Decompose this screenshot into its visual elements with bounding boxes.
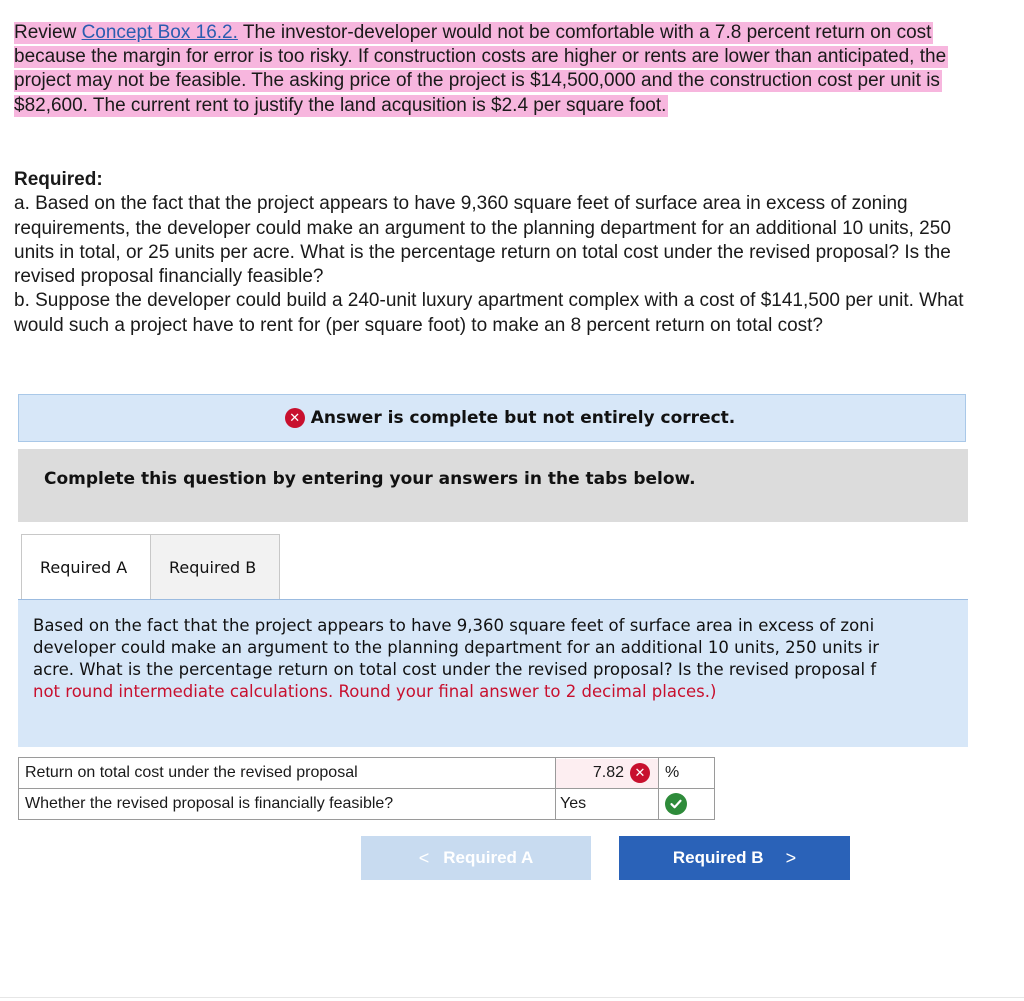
return-on-cost-cell xyxy=(556,758,659,789)
feasibility-label: Whether the revised proposal is financially feasible? xyxy=(19,789,556,820)
instructions-text: Complete this question by entering your answers in the tabs below. xyxy=(44,469,696,489)
feasibility-status-cell xyxy=(659,789,715,820)
return-on-cost-value: 7.82 xyxy=(592,764,624,781)
chevron-right-icon: > xyxy=(785,847,797,868)
intro-review-prefix: Review xyxy=(14,22,82,43)
required-section xyxy=(14,168,964,338)
tab-required-b[interactable]: Required B xyxy=(151,534,280,600)
answer-status-text: Answer is complete but not entirely correct. xyxy=(310,408,736,428)
table-row xyxy=(19,758,715,789)
correct-check-icon xyxy=(665,793,687,815)
next-required-b-button[interactable] xyxy=(619,836,850,880)
incorrect-x-icon: ✕ xyxy=(630,763,650,783)
intro-body: The investor-developer would not be comfortable with a 7.8 percent return on cost because the margin for error is too risky. If construction costs are higher or rents are lower than anticipated, the project may not be feasible. The asking price of the project is $14,500,000 and the construction cost per unit is $82,600. The current rent to justify the land acqusition is $2.4 per square foot. xyxy=(14,22,947,116)
required-heading: Required: xyxy=(14,169,103,190)
percent-unit: % xyxy=(659,758,715,789)
question-panel xyxy=(18,599,968,747)
intro-highlight xyxy=(14,22,948,117)
next-button-label: Required B xyxy=(672,848,764,867)
x-circle-icon: ✕ xyxy=(285,408,305,428)
required-part-b: b. Suppose the developer could build a 240-unit luxury apartment complex with a cost of $141,500 per unit. What would such a project have to rent for (per square foot) to make an 8 percent return on total cost? xyxy=(14,290,964,336)
required-part-a: a. Based on the fact that the project appears to have 9,360 square feet of surface area in excess of zoning requirements, the developer could make an argument to the planning department for an additional 10 units, 250 units in total, or 25 units per acre. What is the percentage return on total cost under the revised proposal? Is the revised proposal financially feasible? xyxy=(14,193,951,288)
prev-button-label: Required A xyxy=(443,848,534,867)
intro-paragraph xyxy=(14,21,954,118)
rounding-instruction: not round intermediate calculations. Round your final answer to 2 decimal places.) xyxy=(33,682,717,701)
concept-box-link[interactable]: Concept Box 16.2. xyxy=(81,22,238,43)
return-on-cost-input[interactable] xyxy=(556,759,658,788)
tab-bar xyxy=(21,534,280,600)
question-line: Based on the fact that the project appears to have 9,360 square feet of surface area in excess of zoni xyxy=(33,616,875,635)
chevron-left-icon: < xyxy=(418,847,430,868)
table-row xyxy=(19,789,715,820)
question-line: acre. What is the percentage return on total cost under the revised proposal? Is the revised proposal f xyxy=(33,660,877,679)
feasibility-value: Yes xyxy=(560,795,587,812)
bottom-divider xyxy=(0,997,1024,998)
question-text xyxy=(33,615,968,703)
question-line: developer could make an argument to the planning department for an additional 10 units, 250 units ir xyxy=(33,638,880,657)
answer-table xyxy=(18,757,715,820)
feasibility-cell xyxy=(556,789,659,820)
feasibility-select[interactable] xyxy=(556,790,658,819)
tab-required-a[interactable]: Required A xyxy=(21,534,151,600)
instructions-box xyxy=(18,449,968,522)
prev-required-a-button[interactable] xyxy=(361,836,591,880)
answer-status-banner xyxy=(18,394,966,442)
return-on-cost-label: Return on total cost under the revised proposal xyxy=(19,758,556,789)
